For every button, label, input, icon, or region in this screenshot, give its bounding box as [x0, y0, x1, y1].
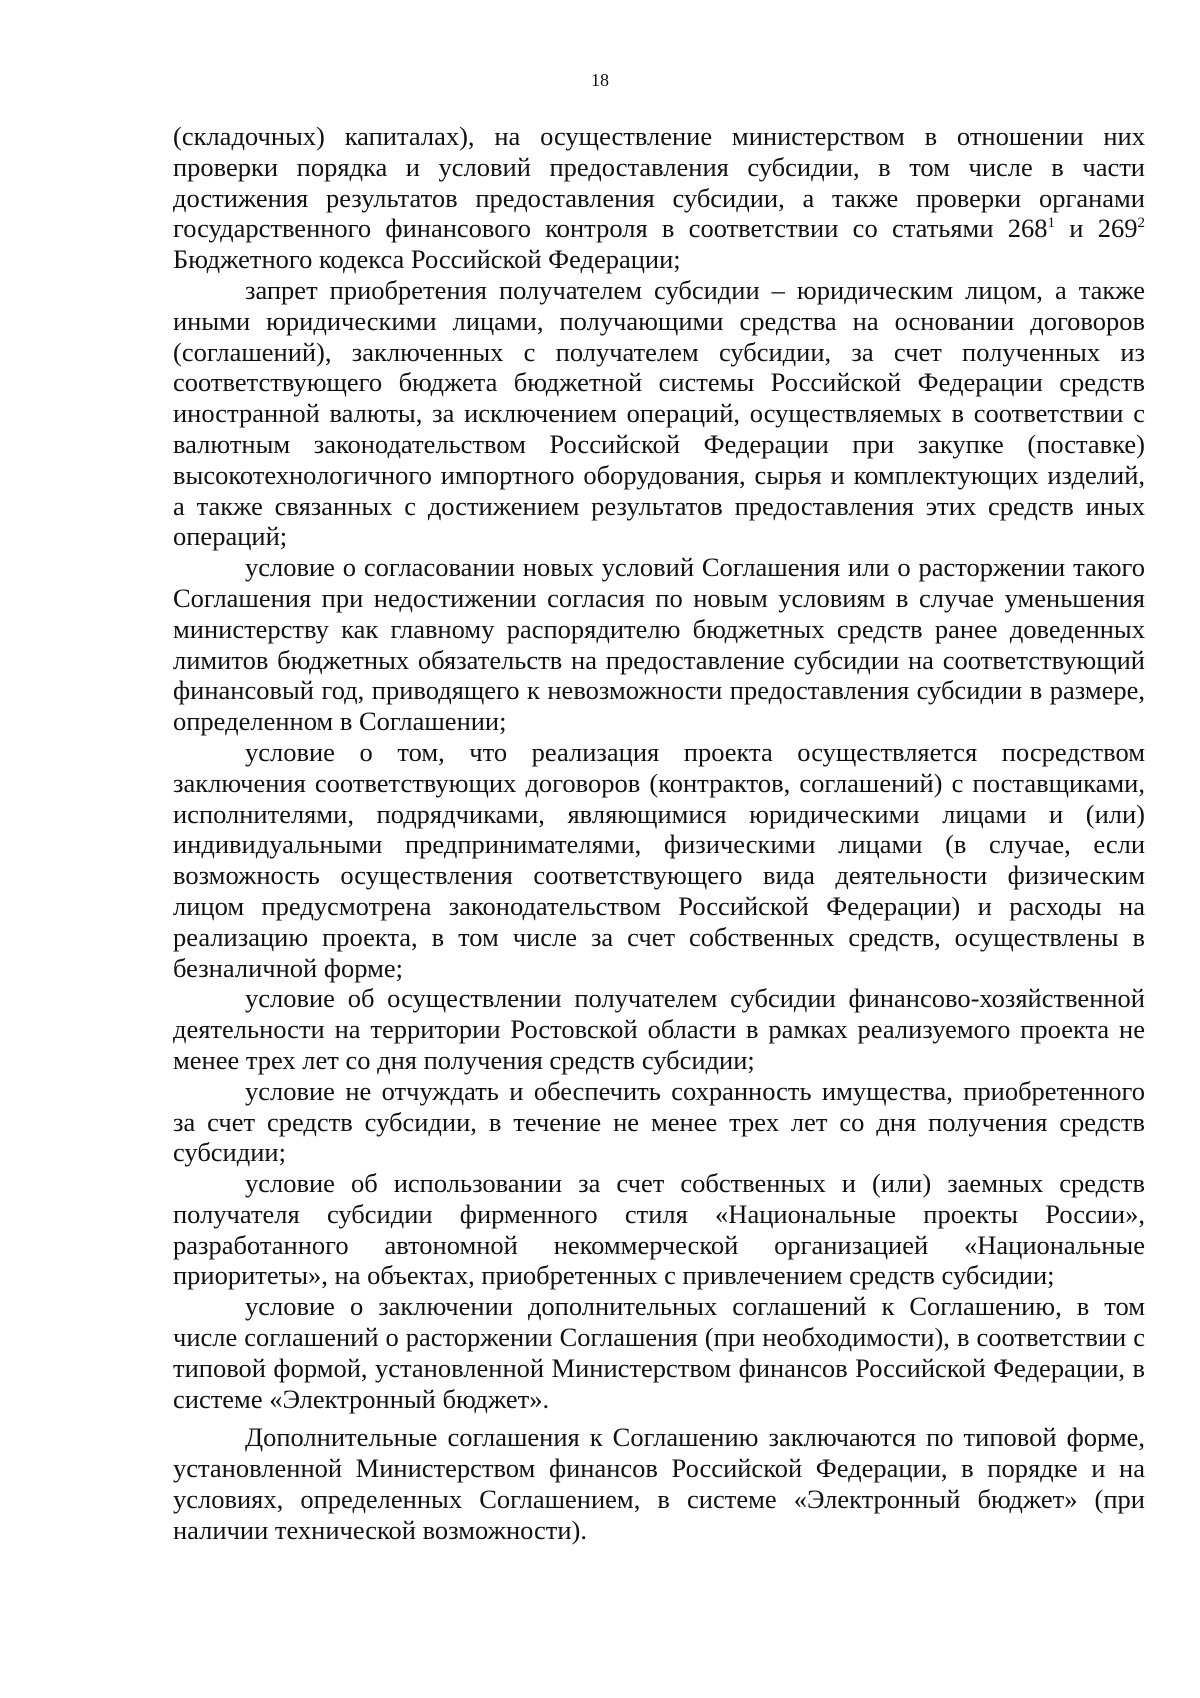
document-body [173, 121, 1145, 1546]
paragraph-agreement-conditions: условие о согласовании новых условий Соглашения или о расторжении такого Соглашения при недостижении согласия по новым условиям в случае уменьшения министерству как главному распорядителю бюджетных средств ранее доведенных лимитов бюджетных обязательств на предоставление субсидии на соответствующий финансовый год, приводящего к невозможности предоставления субсидии в размере, определенном в Соглашении; [173, 552, 1145, 737]
paragraph-currency-ban: запрет приобретения получателем субсидии – юридическим лицом, а также иными юридическими лицами, получающими средства на основании договоров (соглашений), заключенных с получателем субсидии, за счет полученных из соответствующего бюджета бюджетной системы Российской Федерации средств иностранной валюты, за исключением операций, осуществляемых в соответствии с валютным законодательством Российской Федерации при закупке (поставке) высокотехнологичного импортного оборудования, сырья и комплектующих изделий, а также связанных с достижением результатов предоставления этих средств иных операций; [173, 274, 1145, 552]
page-number: 18 [591, 70, 609, 90]
paragraph-rostov-activity: условие об осуществлении получателем субсидии финансово-хозяйственной деятельности на территории Ростовской области в рамках реализуемого проекта не менее трех лет со дня получения средств субсидии; [173, 983, 1145, 1075]
paragraph-additional-agreements: условие о заключении дополнительных соглашений к Соглашению, в том числе соглашений о расторжении Соглашения (при необходимости), в соответствии с типовой формой, установленной Министерством финансов Российской Федерации, в системе «Электронный бюджет». [173, 1291, 1145, 1414]
superscript-1: 1 [1047, 215, 1056, 232]
paragraph-property-retention: условие не отчуждать и обеспечить сохранность имущества, приобретенного за счет средств субсидии, в течение не менее трех лет со дня получения средств субсидии; [173, 1075, 1145, 1168]
paragraph-brand-style: условие об использовании за счет собственных и (или) заемных средств получателя субсидии фирменного стиля «Национальные проекты России», разработанного автономной некоммерческой организацией «Национальные приоритеты», на объектах, приобретенных с привлечением средств субсидии; [173, 1168, 1145, 1291]
paragraph-text: Бюджетного кодекса Российской Федерации; [173, 244, 681, 275]
paragraph-continuation [173, 121, 1145, 275]
paragraph-project-contracts: условие о том, что реализация проекта осуществляется посредством заключения соответствующих договоров (контрактов, соглашений) с поставщиками, исполнителями, подрядчиками, являющимися юридическими лицами и (или) индивидуальными предпринимателями, физическими лицами (в случае, если возможность осуществления соответствующего вида деятельности физическим лицом предусмотрена законодательством Российской Федерации) и расходы на реализацию проекта, в том числе за счет собственных средств, осуществлены в безналичной форме; [173, 736, 1145, 983]
paragraph-text: (складочных) капиталах), на осуществление министерством в отношении них проверки порядка и условий предоставления субсидии, в том числе в части достижения результатов предоставления субсидии, а также проверки органами государственного финансового контроля в соответствии со статьями 268 [173, 121, 1145, 244]
paragraph-additional-agreements-procedure: Дополнительные соглашения к Соглашению заключаются по типовой форме, установленной Министерством финансов Российской Федерации, в порядке и на условиях, определенных Соглашением, в системе «Электронный бюджет» (при наличии технической возможности). [173, 1422, 1145, 1545]
superscript-2: 2 [1137, 215, 1145, 232]
paragraph-text: и 269 [1055, 213, 1138, 244]
